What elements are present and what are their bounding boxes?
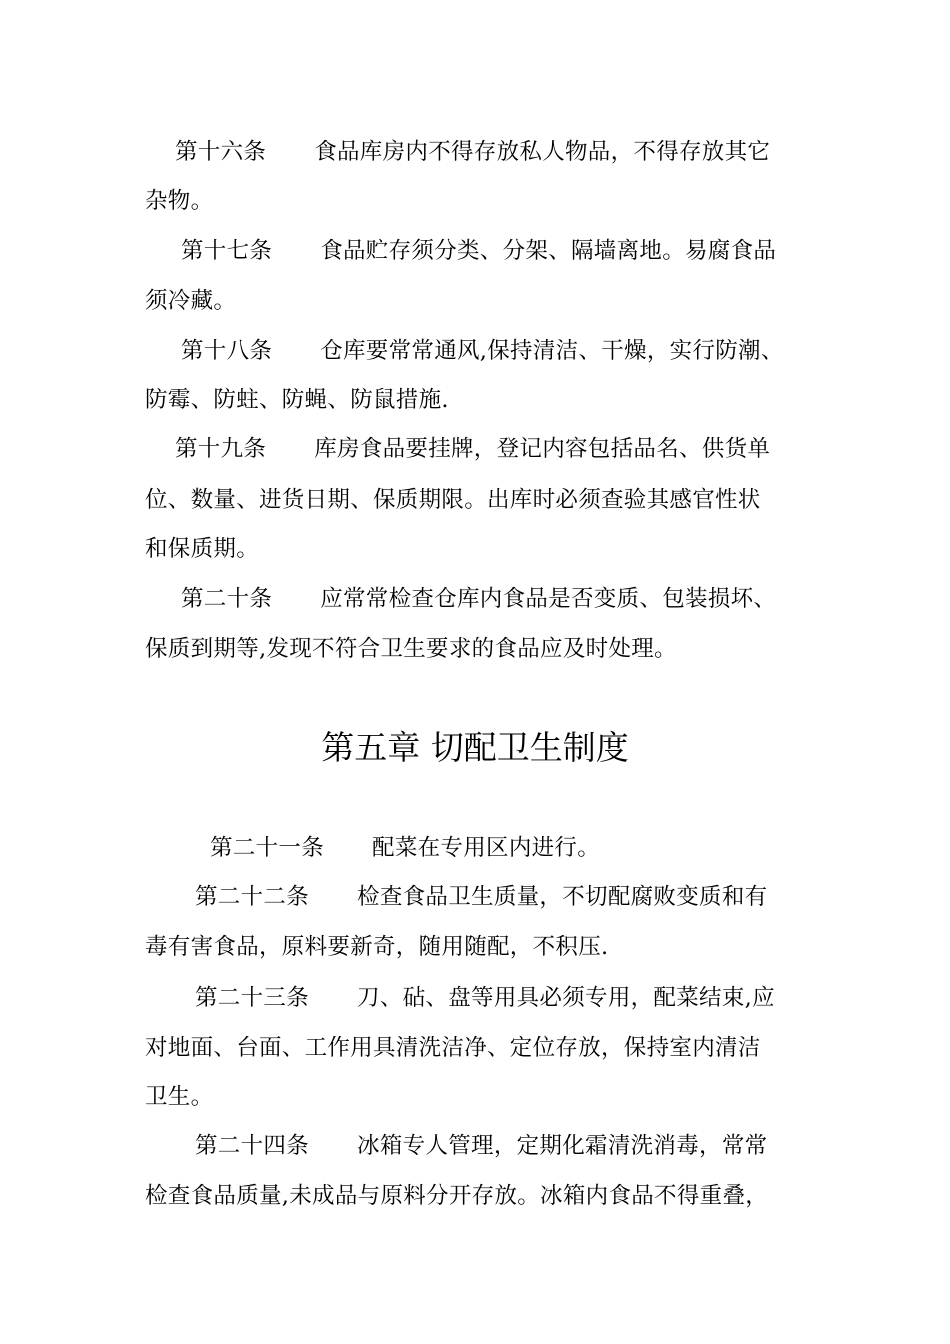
article-23-first-line <box>195 983 775 1013</box>
article-19-continuation-1: 位、数量、进货日期、保质期限。出库时必须查验其感官性状 <box>145 487 761 513</box>
chapter-title: 第五章 切配卫生制度 <box>321 728 629 767</box>
article-21-first-line <box>210 833 600 863</box>
article-23-continuation-2: 卫生。 <box>145 1084 214 1110</box>
article-16-first-line <box>175 137 770 167</box>
article-text: 库房食品要挂牌，登记内容包括品名、供货单 <box>314 436 771 462</box>
article-number: 第十七条 <box>181 238 273 264</box>
article-19-first-line <box>175 434 770 464</box>
article-16-continuation: 杂物。 <box>145 188 214 214</box>
article-number: 第十六条 <box>175 139 267 165</box>
article-number: 第二十一条 <box>210 835 325 861</box>
article-18-first-line <box>181 336 784 366</box>
article-20-continuation: 保质到期等,发现不符合卫生要求的食品应及时处理。 <box>145 636 677 662</box>
article-22-first-line <box>195 882 767 912</box>
article-text: 应常常检查仓库内食品是否变质、包装损坏、 <box>320 586 777 612</box>
article-text: 食品贮存须分类、分架、隔墙离地。易腐食品 <box>320 238 777 264</box>
article-text: 配菜在专用区内进行。 <box>372 835 601 861</box>
article-text: 检查食品卫生质量，不切配腐败变质和有 <box>357 884 768 910</box>
article-text: 食品库房内不得存放私人物品，不得存放其它 <box>314 139 771 165</box>
article-number: 第二十二条 <box>195 884 310 910</box>
article-text: 冰箱专人管理，定期化霜清洗消毒，常常 <box>357 1133 768 1159</box>
article-number: 第二十四条 <box>195 1133 310 1159</box>
article-17-first-line <box>181 236 776 266</box>
article-18-continuation: 防霉、防蛀、防蝇、防鼠措施. <box>145 387 449 413</box>
article-22-continuation: 毒有害食品，原料要新奇，随用随配，不积压. <box>145 934 609 960</box>
article-24-continuation: 检查食品质量,未成品与原料分开存放。冰箱内食品不得重叠， <box>145 1183 769 1209</box>
article-20-first-line <box>181 584 776 614</box>
article-23-continuation-1: 对地面、台面、工作用具清洗洁净、定位存放，保持室内清洁 <box>145 1035 761 1061</box>
article-number: 第十八条 <box>181 338 273 364</box>
article-19-continuation-2: 和保质期。 <box>145 536 260 562</box>
article-17-continuation: 须冷藏。 <box>145 288 237 314</box>
article-24-first-line <box>195 1131 767 1161</box>
article-number: 第二十三条 <box>195 985 310 1011</box>
article-number: 第十九条 <box>175 436 267 462</box>
article-number: 第二十条 <box>181 586 273 612</box>
article-text: 刀、砧、盘等用具必须专用，配菜结束,应 <box>357 985 775 1011</box>
article-text: 仓库要常常通风,保持清洁、干燥，实行防潮、 <box>320 338 784 364</box>
